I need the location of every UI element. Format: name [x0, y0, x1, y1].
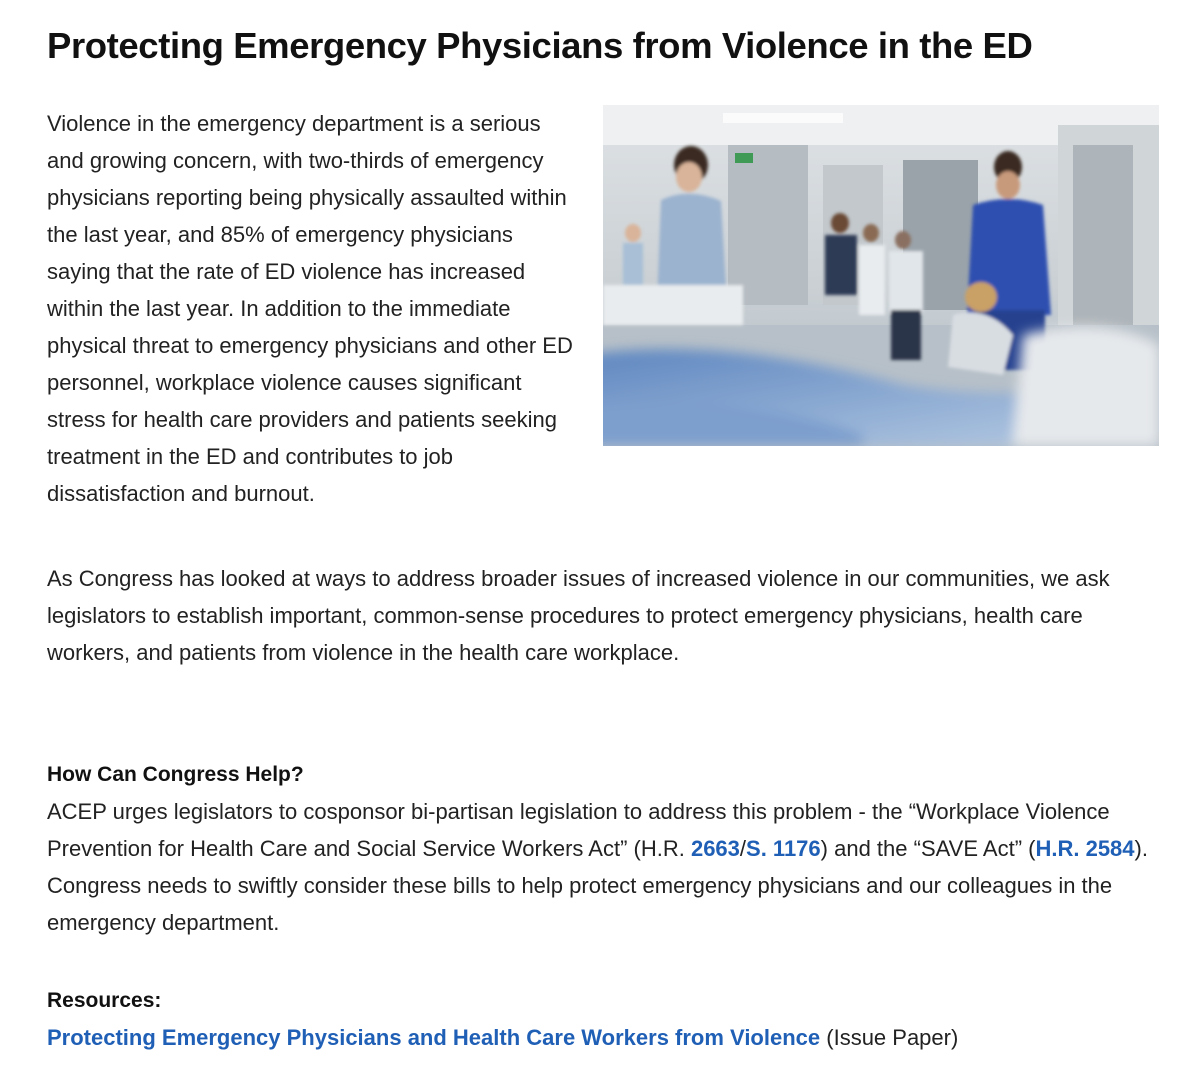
resources-line [47, 1019, 1157, 1056]
resources-section [47, 982, 1157, 1056]
s-1176-link[interactable]: S. 1176 [746, 836, 821, 861]
hospital-scene-photo [603, 105, 1159, 446]
help-heading: How Can Congress Help? [47, 763, 304, 786]
congress-section [47, 560, 1157, 671]
resources-heading: Resources: [47, 989, 162, 1012]
hr-2584-link[interactable]: H.R. 2584 [1035, 836, 1135, 861]
congress-paragraph: As Congress has looked at ways to address broader issues of increased violence in our communities, we ask legislators to establish important, common-sense procedures to protect emergency physicians, health care workers, and patients from violence in the health care workplace. [47, 566, 1110, 665]
intro-section [47, 105, 1159, 512]
intro-paragraph: Violence in the emergency department is a serious and growing concern, with two-thirds of emergency physicians reporting being physically assaulted within the last year, and 85% of emergency physicians saying that the rate of ED violence has increased within the last year. In addition to the immediate physical threat to emergency physicians and other ED personnel, workplace violence causes significant stress for health care providers and patients seeking treatment in the ED and contributes to job dissatisfaction and burnout. [47, 111, 573, 506]
issue-paper-link[interactable]: Protecting Emergency Physicians and Health Care Workers from Violence [47, 1025, 821, 1050]
help-text-middle: ) and the “SAVE Act” ( [820, 836, 1036, 861]
page-title: Protecting Emergency Physicians from Violence in the ED [47, 25, 1033, 66]
help-paragraph [47, 793, 1157, 941]
help-text-before: ACEP urges legislators to cosponsor bi-partisan legislation to address this problem - the “Workplace Violence Prevention for Health Care and Social Service Workers Act” (H.R. [47, 799, 1110, 861]
how-congress-can-help-section [47, 756, 1157, 941]
help-text-after: ). Congress needs to swiftly consider these bills to help protect emergency physicians and our colleagues in the emergency department. [47, 836, 1148, 935]
issue-paper-suffix: (Issue Paper) [820, 1025, 959, 1050]
hr-2663-link[interactable]: 2663 [690, 836, 740, 861]
slash-separator: / [739, 836, 747, 861]
